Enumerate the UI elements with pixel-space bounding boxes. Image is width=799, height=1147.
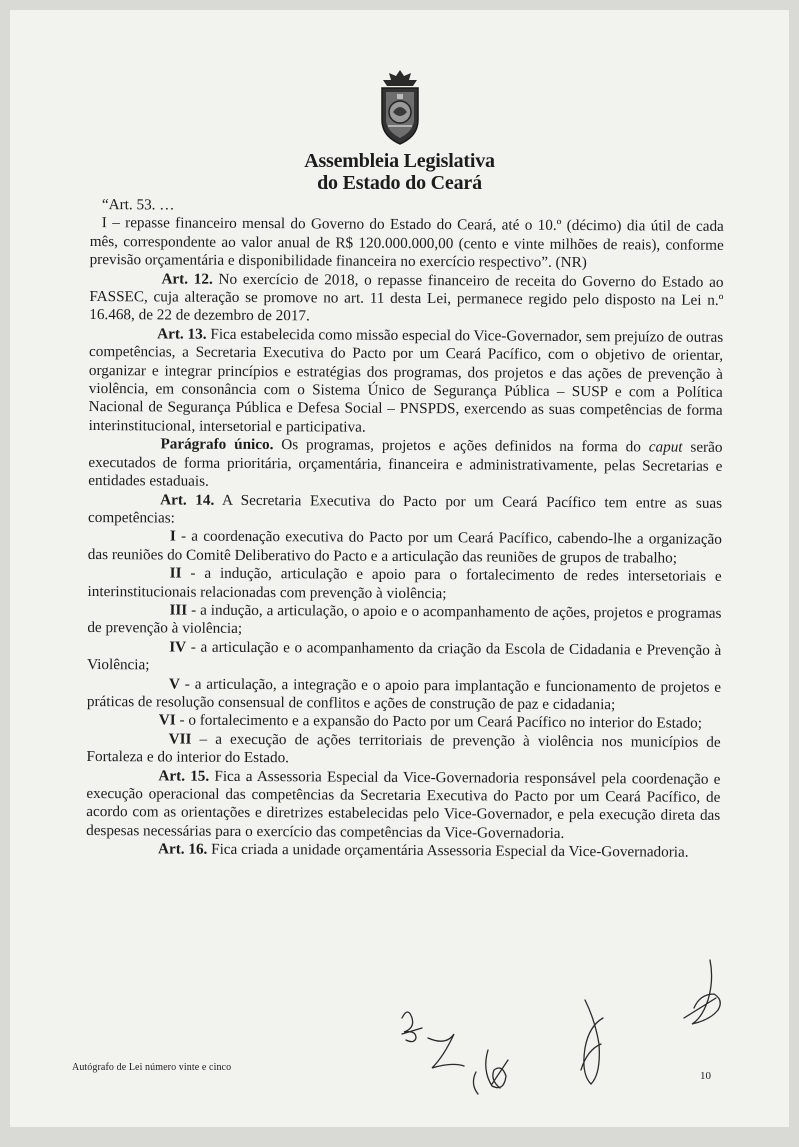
item-i-text: - a coordenação executiva do Pacto por um Ceará Pacífico, cabendo-lhe a organização das reuniões do Comitê Deliberativo do Pacto e a articulação das reuniões de grupos de trabalho; bbox=[87, 527, 722, 567]
institution-name-line2: do Estado do Ceará bbox=[317, 172, 482, 194]
autograph-footer: Autógrafo de Lei número vinte e cinco bbox=[72, 1062, 232, 1073]
art13-label: Art. 13. bbox=[157, 325, 207, 343]
art12-label: Art. 12. bbox=[161, 270, 213, 288]
item-vii-text: – a execução de ações territoriais de prevenção à violência nos municípios de Fortaleza e do interior do Estado. bbox=[86, 730, 721, 767]
handwritten-signatures bbox=[10, 10, 789, 1127]
item-vi-text: - o fortalecimento e a expansão do Pacto por um Ceará Pacífico no interior do Estado; bbox=[179, 711, 703, 733]
signature-4 bbox=[581, 1000, 603, 1084]
signature-5 bbox=[684, 960, 720, 1024]
signature-1 bbox=[402, 1012, 422, 1042]
document-page bbox=[10, 10, 789, 1127]
item-iv-text: - a articulação e o acompanhamento da criação da Escola de Cidadania e Prevenção à Violência; bbox=[87, 638, 722, 674]
item-ii-text: - a indução, articulação e apoio para o fortalecimento de redes intersetoriais e interinstitucionais relacionadas com prevenção à violência; bbox=[87, 564, 722, 602]
item-vii-label: VII bbox=[168, 730, 192, 748]
art16-text: Fica criada a unidade orçamentária Assessoria Especial da Vice-Governadoria. bbox=[211, 840, 689, 861]
art13-text: Fica estabelecida como missão especial do Vice-Governador, sem prejuízo de outras competências, a Secretaria Executiva do Pacto por um Ceará Pacífico, com o objetivo de orientar, organizar e integrar princípios e estratégias dos programas, dos projetos e das ações de prevenção à violência, em consonância com o Sistema Único de Segurança Pública – SUSP e com a Política Nacional de Segurança Pública e Defesa Social – PNSPDS, exercendo as suas competências de forma interinstitucional, intersetorial e participativa. bbox=[88, 325, 724, 436]
item-ii-label: II bbox=[169, 564, 182, 582]
par-label: Parágrafo único. bbox=[160, 435, 274, 454]
par-text-a: Os programas, projetos e ações definidos na forma do bbox=[281, 436, 641, 456]
art14-label: Art. 14. bbox=[160, 490, 215, 509]
par-caput: caput bbox=[648, 438, 683, 456]
art53-heading: “Art. 53. … bbox=[101, 196, 175, 214]
institution-name-line1: Assembleia Legislativa bbox=[304, 150, 495, 172]
art53-item-i: I – repasse financeiro mensal do Governo do Estado do Ceará, até o 10.º (décimo) dia útil de cada mês, correspondente ao valor anual de R$ 120.000.000,00 (cento e vinte milhões de reais), conforme previsão orçamentária e disponibilidade financeira no exercício respectivo”. (NR) bbox=[89, 214, 724, 272]
art12-text: No exercício de 2018, o repasse financeiro de receita do Governo do Estado ao FASSEC, cuja alteração se promove no art. 11 desta Lei, permanece regido pelo disposto na Lei n.º 16.468, de 22 de dezembro de 2017. bbox=[89, 270, 724, 325]
item-i-label: I bbox=[169, 527, 176, 545]
item-vi-label: VI bbox=[158, 711, 176, 729]
art15-label: Art. 15. bbox=[158, 767, 210, 785]
art15-text: Fica a Assessoria Especial da Vice-Governadoria responsável pela coordenação e execução operacional das competências da Secretaria Executiva do Pacto por um Ceará Pacífico, de acordo com as orientações e diretrizes estabelecidas pelo Vice-Governador, e pela execução direta das despesas necessárias para o exercício das competências da Vice-Governadoria. bbox=[86, 767, 721, 842]
item-iv-label: IV bbox=[169, 638, 187, 656]
item-iii-label: III bbox=[169, 601, 188, 619]
page-number: 10 bbox=[700, 1070, 711, 1082]
item-v-text: - a articulação, a integração e o apoio para implantação e funcionamento de projetos e práticas de resolução consensual de conflitos e ações de construção de paz e cidadania; bbox=[86, 675, 722, 714]
art16-label: Art. 16. bbox=[157, 840, 208, 858]
par-text-b: serão executados de forma prioritária, orçamentária, financeira e administrativamente, pelas Secretarias e entidades estaduais. bbox=[88, 438, 723, 490]
signature-2 bbox=[428, 1034, 478, 1094]
art14-text: A Secretaria Executiva do Pacto por um Ceará Pacífico tem entre as suas competências: bbox=[87, 491, 723, 527]
item-v-label: V bbox=[168, 675, 181, 693]
item-iii-text: - a indução, a articulação, o apoio e o acompanhamento de ações, projetos e programas de prevenção à violência; bbox=[87, 601, 722, 638]
signature-3 bbox=[486, 1050, 508, 1088]
